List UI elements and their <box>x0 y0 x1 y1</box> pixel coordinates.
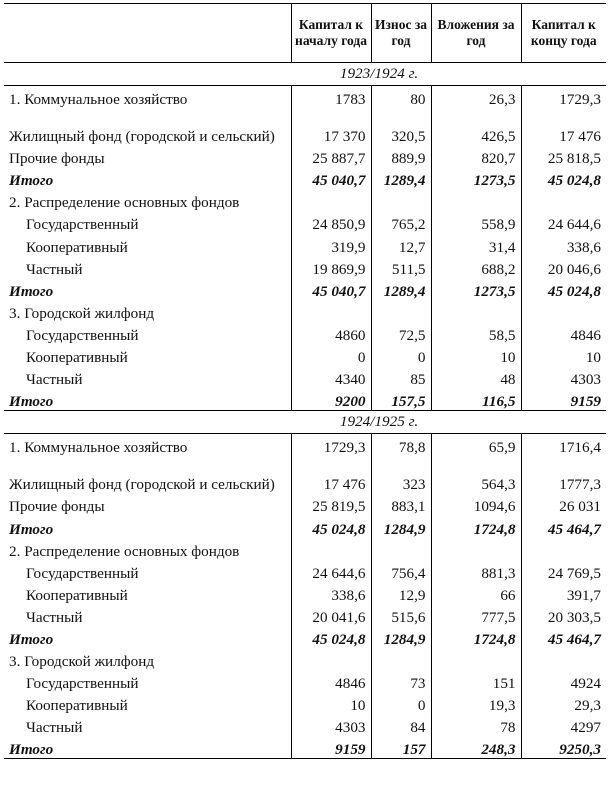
table-row <box>4 648 606 670</box>
capital-start-cell: 9159 <box>291 736 371 759</box>
capital-start-cell: 24 644,6 <box>291 560 371 582</box>
row-label: Государственный <box>26 326 139 344</box>
depreciation-cell: 320,5 <box>371 108 431 145</box>
depreciation-cell <box>371 189 431 211</box>
capital-end-cell: 9159 <box>521 388 606 411</box>
table-row <box>4 493 606 515</box>
table-row <box>4 434 606 457</box>
capital-end-cell: 24 644,6 <box>521 211 606 233</box>
capital-end-cell: 4297 <box>521 714 606 736</box>
capital-start-cell: 4340 <box>291 366 371 388</box>
header-depreciation: Износ за год <box>371 4 431 63</box>
investment-cell: 248,3 <box>431 736 521 759</box>
total-row <box>4 388 606 411</box>
capital-end-cell: 17 476 <box>521 108 606 145</box>
row-label: Итого <box>9 520 54 538</box>
header-capital-start: Капитал к началу года <box>291 4 371 63</box>
capital-start-cell: 20 041,6 <box>291 604 371 626</box>
total-row <box>4 515 606 537</box>
row-label: Итого <box>9 282 54 300</box>
table-row <box>4 714 606 736</box>
depreciation-cell: 12,7 <box>371 233 431 255</box>
row-label: Частный <box>26 608 83 626</box>
row-label: 1. Коммунальное хозяйство <box>9 439 188 457</box>
table-row <box>4 322 606 344</box>
capital-end-cell <box>521 300 606 322</box>
investment-cell: 1724,8 <box>431 626 521 648</box>
investment-cell: 78 <box>431 714 521 736</box>
table-row <box>4 189 606 211</box>
investment-cell: 116,5 <box>431 388 521 411</box>
header-row <box>4 4 606 63</box>
table-row <box>4 256 606 278</box>
capital-start-cell: 9200 <box>291 388 371 411</box>
depreciation-cell: 515,6 <box>371 604 431 626</box>
depreciation-cell <box>371 538 431 560</box>
capital-start-cell <box>291 189 371 211</box>
capital-start-cell: 1729,3 <box>291 434 371 457</box>
investment-cell <box>431 300 521 322</box>
depreciation-cell: 1284,9 <box>371 515 431 537</box>
section-title: 1923/1924 г. <box>4 63 606 86</box>
capital-end-cell: 391,7 <box>521 582 606 604</box>
capital-end-cell: 29,3 <box>521 692 606 714</box>
capital-start-cell: 17 370 <box>291 108 371 145</box>
depreciation-cell: 73 <box>371 670 431 692</box>
row-label: Государственный <box>26 216 139 234</box>
capital-start-cell <box>291 538 371 560</box>
investment-cell: 58,5 <box>431 322 521 344</box>
investment-cell: 31,4 <box>431 233 521 255</box>
table-row <box>4 211 606 233</box>
row-label: Прочие фонды <box>9 150 105 168</box>
depreciation-cell: 80 <box>371 86 431 109</box>
depreciation-cell: 765,2 <box>371 211 431 233</box>
row-label: Итого <box>9 393 54 411</box>
investment-cell: 688,2 <box>431 256 521 278</box>
table-row <box>4 538 606 560</box>
row-label: Итого <box>9 630 54 648</box>
capital-start-cell: 19 869,9 <box>291 256 371 278</box>
capital-start-cell: 4860 <box>291 322 371 344</box>
investment-cell: 151 <box>431 670 521 692</box>
row-label: Государственный <box>26 564 139 582</box>
row-label: Частный <box>26 719 83 737</box>
investment-cell: 19,3 <box>431 692 521 714</box>
capital-start-cell: 45 040,7 <box>291 278 371 300</box>
table-row <box>4 233 606 255</box>
capital-table <box>4 3 606 759</box>
depreciation-cell: 157,5 <box>371 388 431 411</box>
table-row <box>4 300 606 322</box>
capital-end-cell: 45 464,7 <box>521 515 606 537</box>
capital-end-cell: 10 <box>521 344 606 366</box>
depreciation-cell: 0 <box>371 344 431 366</box>
capital-end-cell <box>521 189 606 211</box>
row-label: 1. Коммунальное хозяйство <box>9 91 188 109</box>
capital-end-cell: 1729,3 <box>521 86 606 109</box>
depreciation-cell: 78,8 <box>371 434 431 457</box>
capital-start-cell: 1783 <box>291 86 371 109</box>
capital-end-cell: 26 031 <box>521 493 606 515</box>
investment-cell: 66 <box>431 582 521 604</box>
row-label: Жилищный фонд (городской и сельский) <box>9 128 275 146</box>
investment-cell: 1273,5 <box>431 278 521 300</box>
investment-cell: 26,3 <box>431 86 521 109</box>
capital-start-cell <box>291 648 371 670</box>
investment-cell: 10 <box>431 344 521 366</box>
capital-end-cell: 9250,3 <box>521 736 606 759</box>
depreciation-cell <box>371 300 431 322</box>
capital-end-cell: 1777,3 <box>521 456 606 493</box>
section-header-row <box>4 411 606 434</box>
investment-cell: 1273,5 <box>431 167 521 189</box>
depreciation-cell: 511,5 <box>371 256 431 278</box>
capital-start-cell: 45 024,8 <box>291 515 371 537</box>
row-label: Жилищный фонд (городской и сельский) <box>9 476 275 494</box>
table-row <box>4 145 606 167</box>
investment-cell: 1094,6 <box>431 493 521 515</box>
row-label: Кооперативный <box>26 349 128 367</box>
table-row <box>4 604 606 626</box>
total-row <box>4 626 606 648</box>
table-row <box>4 86 606 109</box>
header-investment: Вложения за год <box>431 4 521 63</box>
investment-cell: 426,5 <box>431 108 521 145</box>
total-row <box>4 736 606 759</box>
investment-cell: 564,3 <box>431 456 521 493</box>
capital-end-cell: 4924 <box>521 670 606 692</box>
capital-end-cell: 25 818,5 <box>521 145 606 167</box>
row-label: Итого <box>4 736 291 759</box>
investment-cell: 65,9 <box>431 434 521 457</box>
table-row <box>4 456 606 493</box>
investment-cell: 777,5 <box>431 604 521 626</box>
header-capital-end: Капитал к концу года <box>521 4 606 63</box>
capital-end-cell: 45 024,8 <box>521 278 606 300</box>
table-row <box>4 670 606 692</box>
row-label: Кооперативный <box>26 238 128 256</box>
capital-start-cell: 10 <box>291 692 371 714</box>
row-label: 3. Городской жилфонд <box>9 304 155 322</box>
capital-end-cell: 45 464,7 <box>521 626 606 648</box>
row-label: Государственный <box>26 675 139 693</box>
depreciation-cell: 72,5 <box>371 322 431 344</box>
capital-start-cell: 319,9 <box>291 233 371 255</box>
capital-start-cell: 24 850,9 <box>291 211 371 233</box>
table-row <box>4 582 606 604</box>
row-label: 2. Распределение основных фондов <box>9 542 240 560</box>
total-row <box>4 167 606 189</box>
investment-cell <box>431 538 521 560</box>
depreciation-cell <box>371 648 431 670</box>
capital-end-cell <box>521 648 606 670</box>
depreciation-cell: 1284,9 <box>371 626 431 648</box>
capital-start-cell: 45 040,7 <box>291 167 371 189</box>
capital-start-cell: 25 887,7 <box>291 145 371 167</box>
row-label: 3. Городской жилфонд <box>9 653 155 671</box>
depreciation-cell: 756,4 <box>371 560 431 582</box>
depreciation-cell: 323 <box>371 456 431 493</box>
investment-cell: 558,9 <box>431 211 521 233</box>
header-label <box>4 4 291 63</box>
capital-end-cell: 1716,4 <box>521 434 606 457</box>
investment-cell <box>431 648 521 670</box>
total-row <box>4 278 606 300</box>
capital-end-cell <box>521 538 606 560</box>
capital-end-cell: 338,6 <box>521 233 606 255</box>
depreciation-cell: 0 <box>371 692 431 714</box>
capital-end-cell: 45 024,8 <box>521 167 606 189</box>
depreciation-cell: 84 <box>371 714 431 736</box>
capital-start-cell <box>291 300 371 322</box>
investment-cell: 881,3 <box>431 560 521 582</box>
depreciation-cell: 883,1 <box>371 493 431 515</box>
table-row <box>4 344 606 366</box>
capital-start-cell: 4846 <box>291 670 371 692</box>
capital-start-cell: 17 476 <box>291 456 371 493</box>
row-label: Кооперативный <box>26 697 128 715</box>
depreciation-cell: 1289,4 <box>371 278 431 300</box>
capital-start-cell: 25 819,5 <box>291 493 371 515</box>
capital-end-cell: 24 769,5 <box>521 560 606 582</box>
table-row <box>4 560 606 582</box>
row-label: Итого <box>9 172 54 190</box>
investment-cell: 48 <box>431 366 521 388</box>
capital-end-cell: 20 303,5 <box>521 604 606 626</box>
row-label: Прочие фонды <box>9 498 105 516</box>
investment-cell: 1724,8 <box>431 515 521 537</box>
capital-start-cell: 0 <box>291 344 371 366</box>
row-label: Частный <box>26 260 83 278</box>
row-label: Частный <box>26 371 83 389</box>
capital-start-cell: 45 024,8 <box>291 626 371 648</box>
capital-end-cell: 4846 <box>521 322 606 344</box>
depreciation-cell: 889,9 <box>371 145 431 167</box>
depreciation-cell: 85 <box>371 366 431 388</box>
investment-cell <box>431 189 521 211</box>
table-row <box>4 108 606 145</box>
depreciation-cell: 157 <box>371 736 431 759</box>
capital-end-cell: 4303 <box>521 366 606 388</box>
row-label: Кооперативный <box>26 586 128 604</box>
table-row <box>4 366 606 388</box>
capital-start-cell: 4303 <box>291 714 371 736</box>
investment-cell: 820,7 <box>431 145 521 167</box>
capital-start-cell: 338,6 <box>291 582 371 604</box>
capital-end-cell: 20 046,6 <box>521 256 606 278</box>
table-row <box>4 692 606 714</box>
section-title: 1924/1925 г. <box>4 411 606 434</box>
depreciation-cell: 1289,4 <box>371 167 431 189</box>
section-header-row <box>4 63 606 86</box>
depreciation-cell: 12,9 <box>371 582 431 604</box>
row-label: 2. Распределение основных фондов <box>9 194 240 212</box>
